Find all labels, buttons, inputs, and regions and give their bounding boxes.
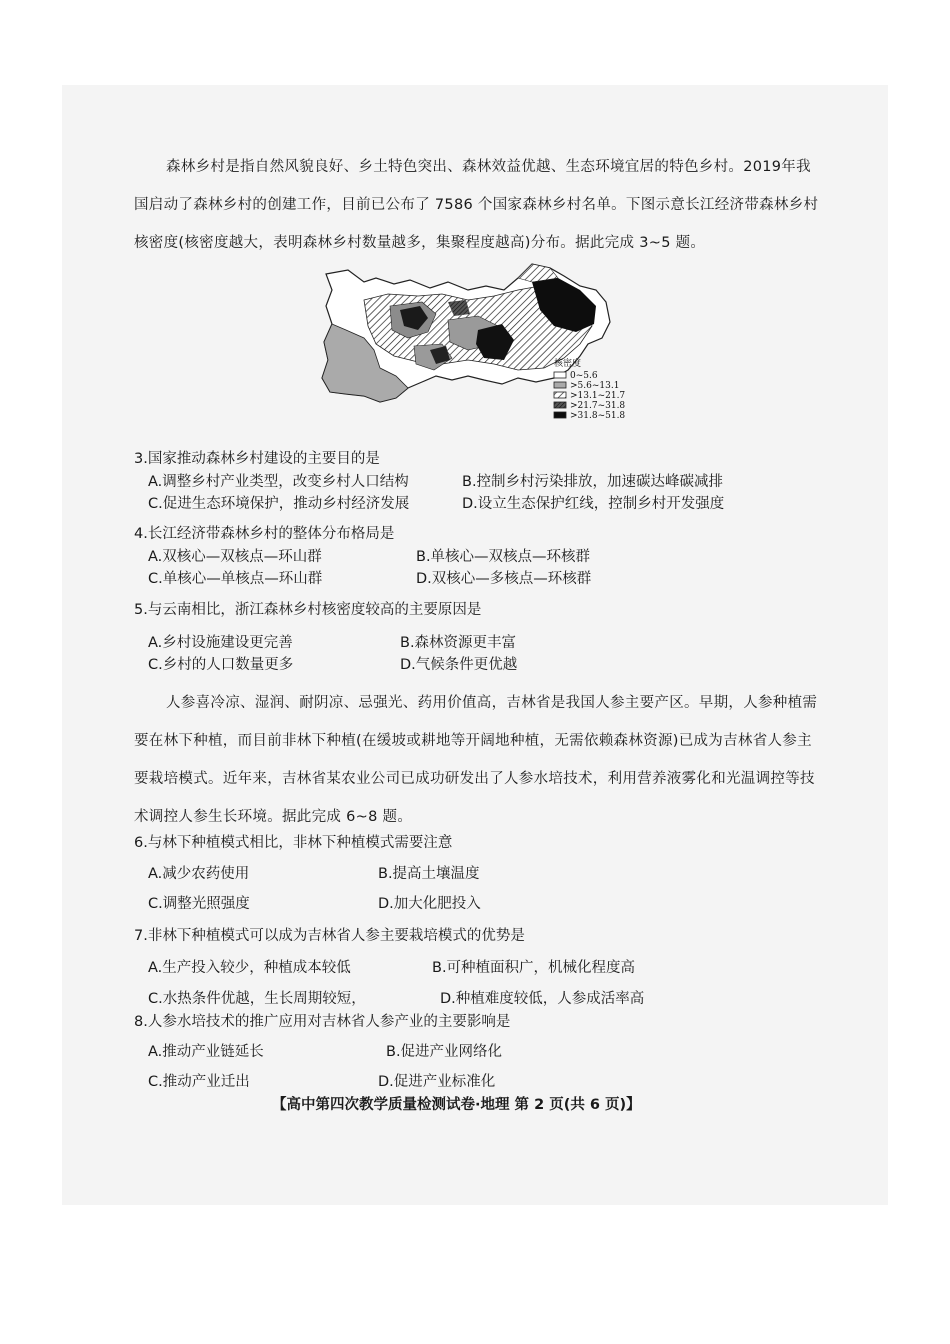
question-3-option-b: B.控制乡村污染排放，加速碳达峰碳减排 <box>462 474 724 490</box>
question-4-option-c: C.单核心—单核点—环山群 <box>148 571 323 587</box>
legend-label-5: >31.8~51.8 <box>570 411 626 421</box>
page-footer: 【高中第四次教学质量检测试卷·地理 第 2 页(共 6 页)】 <box>272 1097 641 1113</box>
question-5-option-b: B.森林资源更丰富 <box>400 635 517 651</box>
question-7-option-c: C.水热条件优越，生长周期较短， <box>148 991 366 1007</box>
question-4-option-b: B.单核心—双核点—环核群 <box>416 549 591 565</box>
question-7-option-d: D.种植难度较低，人参成活率高 <box>440 991 645 1007</box>
question-8-option-a: A.推动产业链延长 <box>148 1044 264 1060</box>
question-4-stem: 4.长江经济带森林乡村的整体分布格局是 <box>134 526 395 542</box>
question-3-stem: 3.国家推动森林乡村建设的主要目的是 <box>134 451 380 467</box>
question-3-option-c: C.促进生态环境保护，推动乡村经济发展 <box>148 496 410 512</box>
question-8-option-d: D.促进产业标准化 <box>378 1074 496 1090</box>
legend-swatch-4 <box>554 402 566 408</box>
legend-swatch-2 <box>554 382 566 388</box>
kernel-density-map <box>318 260 648 435</box>
map-legend <box>554 357 625 421</box>
legend-label-1: 0~5.6 <box>570 371 598 381</box>
question-5-option-a: A.乡村设施建设更完善 <box>148 635 293 651</box>
question-4-option-d: D.双核心—多核点—环核群 <box>416 571 592 587</box>
legend-swatch-1 <box>554 372 566 378</box>
question-5-option-c: C.乡村的人口数量更多 <box>148 657 294 673</box>
legend-label-2: >5.6~13.1 <box>570 381 620 391</box>
question-7-stem: 7.非林下种植模式可以成为吉林省人参主要栽培模式的优势是 <box>134 928 525 944</box>
question-8-option-b: B.促进产业网络化 <box>386 1044 503 1060</box>
legend-label-3: >13.1~21.7 <box>570 391 626 401</box>
question-4-option-a: A.双核心—双核点—环山群 <box>148 549 322 565</box>
question-6-option-c: C.调整光照强度 <box>148 896 250 912</box>
question-8-stem: 8.人参水培技术的推广应用对吉林省人参产业的主要影响是 <box>134 1014 511 1030</box>
question-8-option-c: C.推动产业迁出 <box>148 1074 250 1090</box>
question-3-option-d: D.设立生态保护红线，控制乡村开发强度 <box>462 496 725 512</box>
legend-title: 核密度 <box>554 359 582 369</box>
question-5-stem: 5.与云南相比，浙江森林乡村核密度较高的主要原因是 <box>134 602 482 618</box>
question-7-option-b: B.可种植面积广，机械化程度高 <box>432 960 636 976</box>
legend-label-4: >21.7~31.8 <box>570 401 626 411</box>
question-6-option-d: D.加大化肥投入 <box>378 896 481 912</box>
passage-ginseng: 人参喜冷凉、湿润、耐阴凉、忌强光、药用价值高，吉林省是我国人参主要产区。早期，人参种植需要在林下种植，而目前非林下种植(在缓坡或耕地等开阔地种植，无需依赖森林资源)已成为吉林省人参主要栽培模式。近年来，吉林省某农业公司已成功研发出了人参水培技术，利用营养液雾化和光温调控等技术调控人参生长环境。据此完成 6~8 题。 <box>134 695 818 825</box>
question-5-option-d: D.气候条件更优越 <box>400 657 518 673</box>
question-6-stem: 6.与林下种植模式相比，非林下种植模式需要注意 <box>134 835 453 851</box>
question-3-option-a: A.调整乡村产业类型，改变乡村人口结构 <box>148 474 409 490</box>
question-6-option-b: B.提高土壤温度 <box>378 866 480 882</box>
passage-forest-villages: 森林乡村是指自然风貌良好、乡土特色突出、森林效益优越、生态环境宜居的特色乡村。2019年我国启动了森林乡村的创建工作，目前已公布了 7586 个国家森林乡村名单。下图示意长江经济带森林乡村核密度(核密度越大，表明森林乡村数量越多，集聚程度越高)分布。据此完成 3~5 题。 <box>134 159 819 251</box>
question-6-option-a: A.减少农药使用 <box>148 866 250 882</box>
legend-swatch-5 <box>554 412 566 418</box>
question-7-option-a: A.生产投入较少，种植成本较低 <box>148 960 351 976</box>
legend-swatch-3 <box>554 392 566 398</box>
